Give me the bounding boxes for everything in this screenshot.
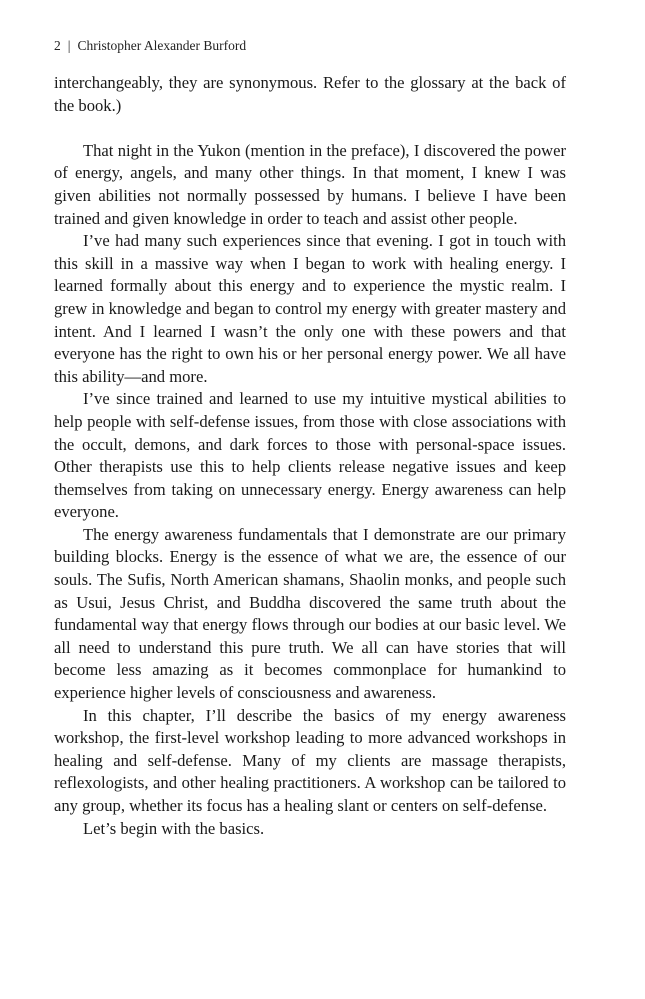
paragraph-chapter-overview: In this chapter, I’ll describe the basics of my energy awareness workshop, the first-level workshop leading to more advanced workshops in healing and self-defense. Many of my clients are massage therapists, reflexologists, and other healing practitioners. A workshop can be tailored to any group, whether its focus has a healing slant or centers on self-defense. bbox=[54, 705, 566, 815]
author-name: Christopher Alexander Burford bbox=[77, 38, 247, 53]
page-body bbox=[54, 72, 566, 840]
paragraph-experiences: I’ve had many such experiences since that evening. I got in touch with this skill in a massive way when I began to work with healing energy. I learned formally about this energy and to experience the mystic realm. I grew in knowledge and began to control my energy with greater mastery and intent. And I learned I wasn’t the only one with these powers and that everyone has the right to own his or her personal energy power. We all have this ability—and more. bbox=[54, 231, 566, 386]
running-header bbox=[54, 38, 246, 54]
paragraph-yukon: That night in the Yukon (mention in the preface), I discovered the power of energy, angels, and many other things. In that moment, I knew I was given abilities not normally possessed by humans. I believe I have been trained and given knowledge in order to teach and assist other people. bbox=[54, 140, 566, 228]
paragraph-begin: Let’s begin with the basics. bbox=[83, 818, 265, 838]
header-separator: | bbox=[67, 38, 71, 53]
paragraph-gap bbox=[54, 117, 566, 140]
paragraph-self-defense: I’ve since trained and learned to use my intuitive mystical abilities to help people with self-defense issues, from those with close associations with the occult, demons, and dark forces to those with personal-space issues. Other therapists use this to help clients release negative issues and keep themselves from taking on unnecessary energy. Energy awareness can help everyone. bbox=[54, 389, 566, 522]
paragraph-fundamentals: The energy awareness fundamentals that I demonstrate are our primary building blocks. Energy is the essence of what we are, the essence of our souls. The Sufis, North American shamans, Shaolin monks, and people such as Usui, Jesus Christ, and Buddha discovered the same truth about the fundamental way that energy flows through our bodies at our basic level. We all need to understand this pure truth. We all can have stories that will become less amazing as it becomes commonplace for humankind to experience higher levels of consciousness and awareness. bbox=[54, 524, 566, 703]
continuation-paragraph: interchangeably, they are synonymous. Refer to the glossary at the back of the book.) bbox=[54, 73, 566, 115]
page-number: 2 bbox=[54, 38, 61, 53]
